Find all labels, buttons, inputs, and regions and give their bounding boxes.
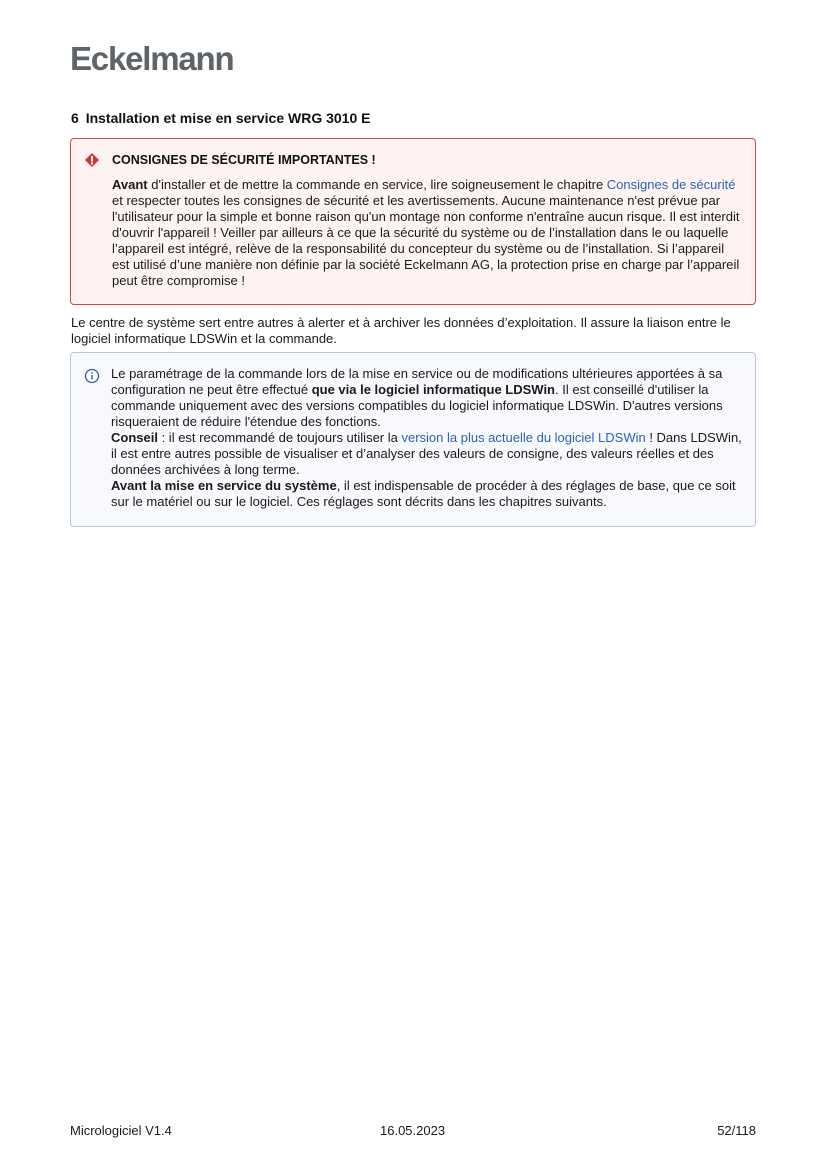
company-logo: Eckelmann xyxy=(70,40,234,77)
intro-paragraph: Le centre de système sert entre autres à alerter et à archiver les données d’exploitation. Il assure la liaison entre le logiciel informatique LDSWin et la commande. xyxy=(71,315,731,346)
conseil-text-1: : il est recommandé de toujours utiliser la xyxy=(157,430,402,445)
warning-diamond-icon xyxy=(84,152,100,168)
info-note-box xyxy=(70,352,756,527)
footer-page-number: 52/118 xyxy=(717,1123,756,1138)
info-icon xyxy=(84,368,100,384)
warning-text-2: et respecter toutes les consignes de sécurité et les avertissements. Aucune maintenance n'est prévue par l'utilisateur pour la simple et bonne raison qu'un montage non conforme n'entraîne aucun risque. Il est interdit d'ouvrir l'appareil ! Veiller par ailleurs à ce que la sécurité du système ou de l’installation dans le ou laquelle l’appareil est intégré, relève de la responsabilité du concepteur du système ou de l’installation. Si l’appareil est utilisé d’une manière non définie par la société Eckelmann AG, la protection prise en charge par l’appareil peut être compromise ! xyxy=(112,193,740,288)
footer-date: 16.05.2023 xyxy=(380,1123,446,1138)
section-number: 6 xyxy=(71,110,79,126)
footer-firmware-version: Micrologiciel V1.4 xyxy=(70,1123,172,1138)
info-text-2: . Il est conseillé d'utiliser la commande uniquement avec des versions compatibles du logiciel informatique LDSWin. D'autres versions risqueraient de réduire l'étendue des fonctions. xyxy=(111,382,723,429)
warning-body xyxy=(112,177,744,289)
safety-instructions-link[interactable]: Consignes de sécurité xyxy=(606,177,736,192)
warning-text-1: d'installer et de mettre la commande en service, lire soigneusement le chapitre xyxy=(147,177,607,192)
conseil-label: Conseil xyxy=(111,430,158,445)
info-text-1: Le paramétrage de la commande lors de la mise en service ou de modifications ultérieures apportées à sa configuration ne peut être effectué xyxy=(111,366,723,397)
safety-warning-box xyxy=(70,138,756,305)
info-bold-1: que via le logiciel informatique LDSWin xyxy=(311,382,555,397)
warning-title: CONSIGNES DE SÉCURITÉ IMPORTANTES ! xyxy=(112,153,376,167)
info-body xyxy=(111,366,747,510)
avant-text: , il est indispensable de procéder à des réglages de base, que ce soit sur le matériel ou sur le logiciel. Ces réglages sont décrits dans les chapitres suivants. xyxy=(111,478,736,509)
section-heading xyxy=(71,110,370,126)
section-title: Installation et mise en service WRG 3010 E xyxy=(85,110,371,126)
avant-bold: Avant la mise en service du système xyxy=(111,478,337,493)
ldswin-version-link[interactable]: version la plus actuelle du logiciel LDSWin xyxy=(401,430,646,445)
warning-lead: Avant xyxy=(112,177,148,192)
conseil-text-2: ! Dans LDSWin, il est entre autres possible de visualiser et d’analyser des valeurs de consigne, des valeurs réelles et des données archivées à long terme. xyxy=(111,430,742,477)
